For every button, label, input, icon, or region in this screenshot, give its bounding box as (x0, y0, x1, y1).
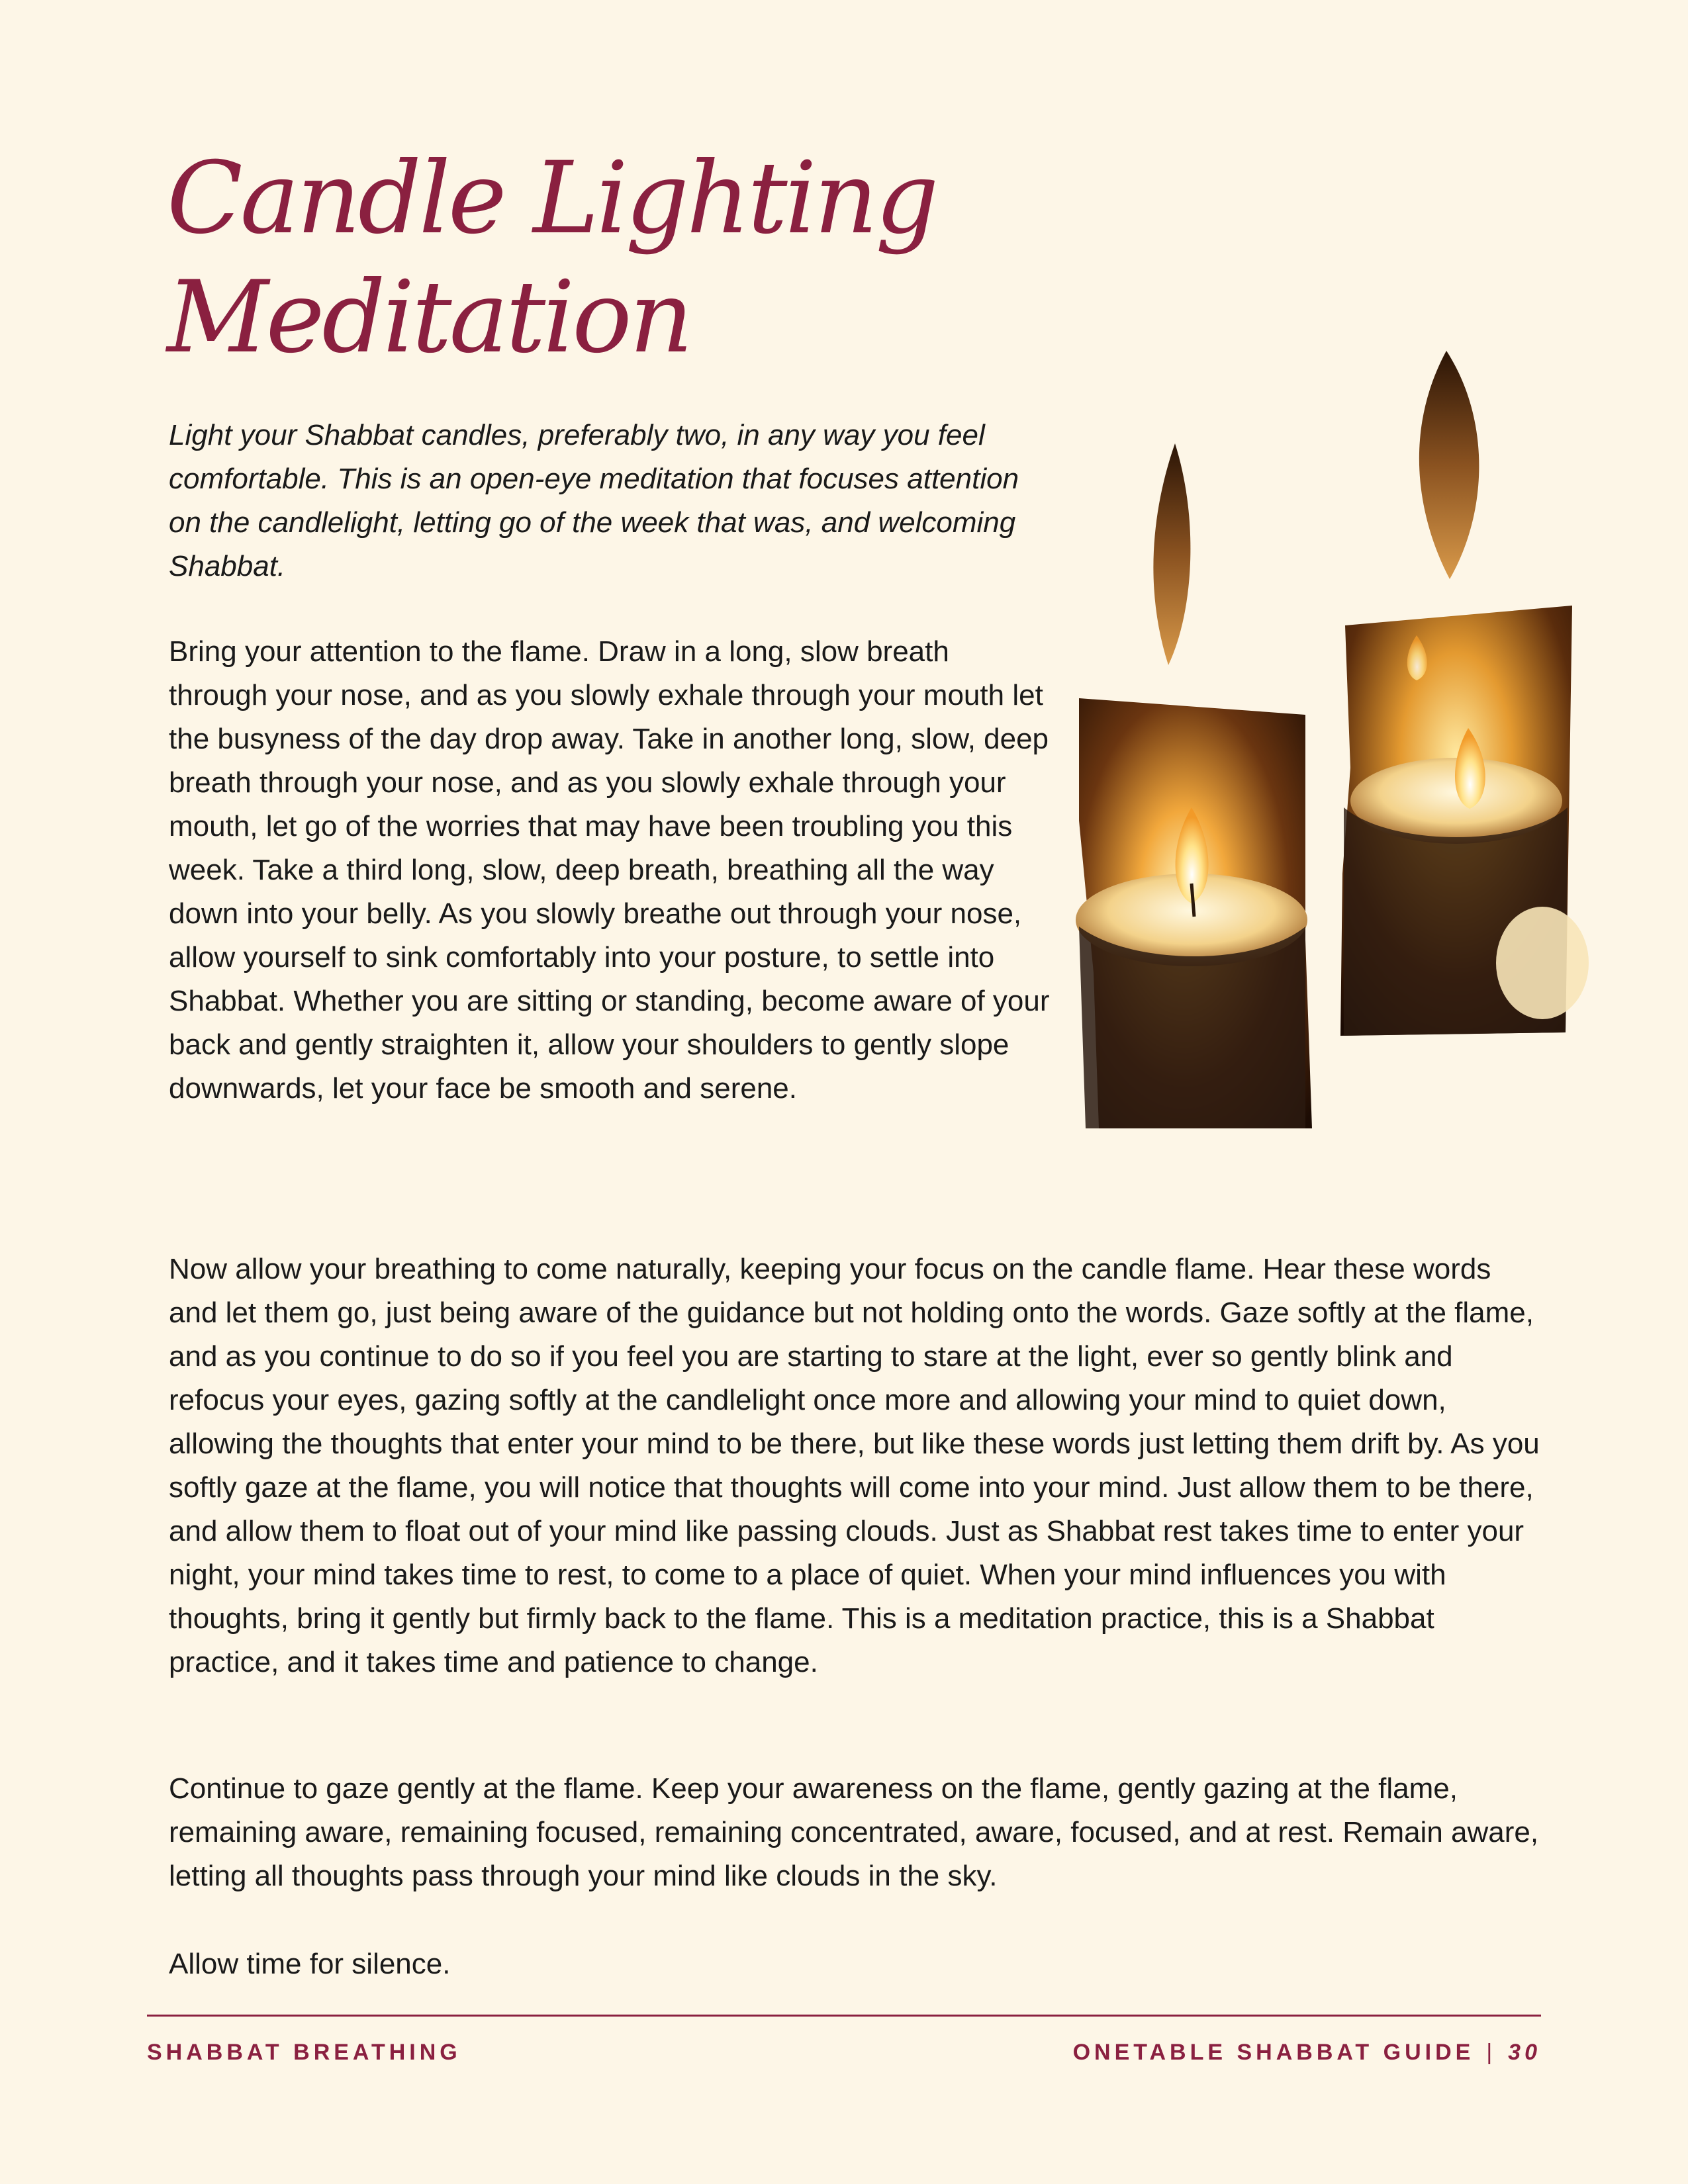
title-line-2: Meditation (167, 260, 691, 375)
candle-illustration (1059, 344, 1589, 1138)
title-line-1: Candle Lighting (167, 141, 937, 256)
footer-separator: | (1486, 2040, 1497, 2065)
footer-divider (147, 2015, 1541, 2017)
page-title (167, 139, 936, 377)
intro-paragraph: Light your Shabbat candles, preferably two, in any way you feel comfortable. This is an open-eye meditation that focuses attention on the candlelight, letting go of the week that was, and welcoming Shabbat. (169, 419, 1019, 582)
footer-section-title: SHABBAT BREATHING (147, 2040, 461, 2065)
footer-guide-label (1073, 2040, 1541, 2066)
footer-guide-name: ONETABLE SHABBAT GUIDE (1072, 2040, 1475, 2065)
left-candle (1076, 698, 1312, 1128)
body-paragraph-2: Now allow your breathing to come naturally, keeping your focus on the candle flame. Hear these words and let them go, just being aware of the guidance but not holding onto the words. Gaze softly at the flame, and as you continue to do so if you feel you are starting to stare at the light, ever so gently blink and refocus your eyes, gazing softly at the candlelight once more and allowing your mind to quiet down, allowing the thoughts that enter your mind to be there, but like these words just letting them drift by. As you softly gaze at the flame, you will notice that thoughts will come into your mind. Just allow them to be there, and allow them to float out of your mind like passing clouds. Just as Shabbat rest takes time to enter your night, your mind takes time to rest, to come to a place of quiet. When your mind influences you with thoughts, bring it gently but firmly back to the flame. This is a meditation practice, this is a Shabbat practice, and it takes time and patience to change. (169, 1253, 1540, 1678)
body-paragraph-1: Bring your attention to the flame. Draw in a long, slow breath through your nose, and as you slowly exhale through your mouth let the busyness of the day drop away. Take in another long, slow, deep breath through your nose, and as you slowly exhale through your mouth, let go of the worries that may have been troubling you this week. Take a third long, slow, deep breath, breathing all the way down into your belly. As you slowly breathe out through your nose, allow yourself to sink comfortably into your posture, to settle into Shabbat. Whether you are sitting or standing, become aware of your back and gently straighten it, allow your shoulders to gently slope downwards, let your face be smooth and serene. (169, 635, 1050, 1105)
body-paragraph-4: Allow time for silence. (169, 1948, 451, 1980)
right-candle (1340, 606, 1589, 1036)
page-number: 30 (1508, 2040, 1541, 2065)
left-flame-shape (1153, 443, 1190, 665)
right-flame-shape (1419, 351, 1479, 579)
body-paragraph-3: Continue to gaze gently at the flame. Keep your awareness on the flame, gently gazing at the flame, remaining aware, remaining focused, remaining concentrated, aware, focused, and at rest. Remain aware, letting all thoughts pass through your mind like clouds in the sky. (169, 1772, 1539, 1892)
